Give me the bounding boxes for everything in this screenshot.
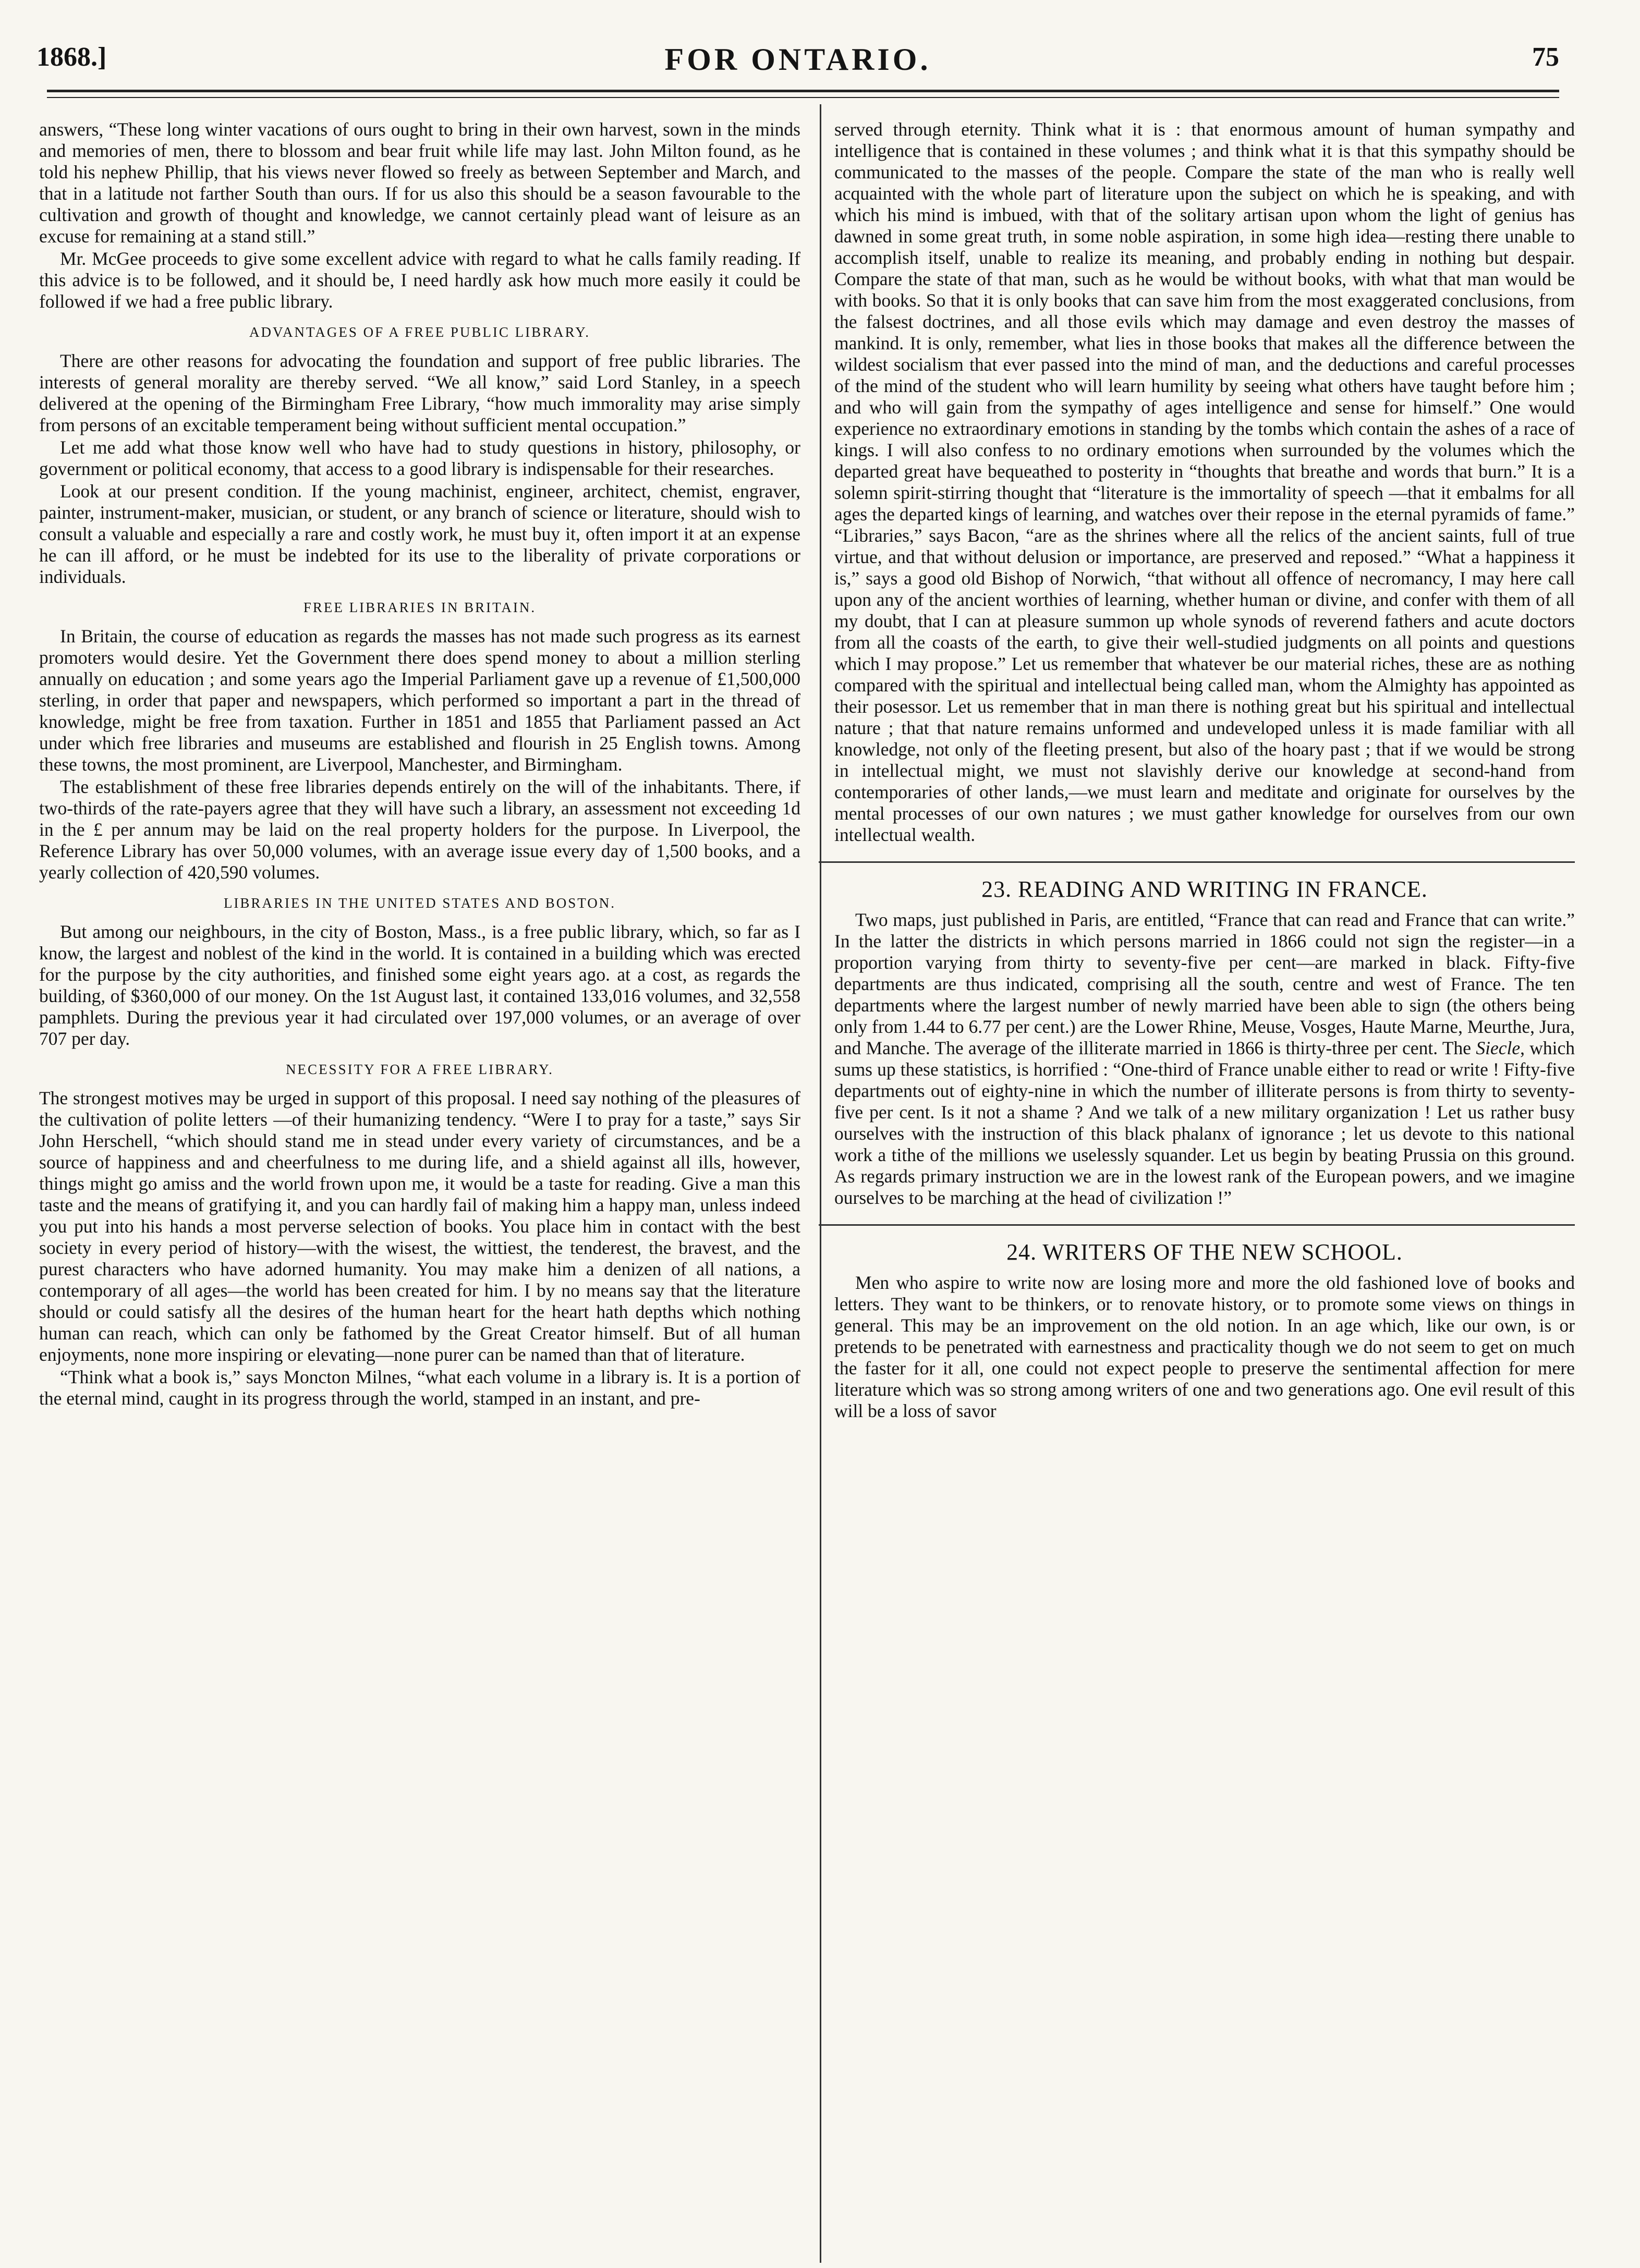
paragraph: There are other reasons for advocating the foundation and support of free public libraries. The interests of general morality are thereby served. “We all know,” said Lord Stanley, in a speech delivered at the opening of the Birmingham Free Library, “how much immorality may arise simply from persons of an excitable temperament being without sufficient mental occupation.” <box>39 350 800 435</box>
paragraph: Look at our present condition. If the young machinist, engineer, architect, chemist, engraver, painter, instrument-maker, musician, or student, or any branch of science or literature, should wish to consult a valuable and especially a rare and costly work, he must buy it, often import it at an expense he can ill afford, or he must be indebted for its use to the liberality of private corporations or individuals. <box>39 481 800 587</box>
page-number: 75 <box>1532 42 1559 72</box>
header-rule-thick <box>47 90 1559 92</box>
issue-year: 1868.] <box>37 42 107 72</box>
paragraph: The strongest motives may be urged in support of this proposal. I need say nothing of the pleasures of the cultivation of polite letters —of their humanizing tendency. “Were I to pray for a taste,” says Sir John Herschell, “which should stand me in stead under every variety of circumstances, and be a source of happiness and and cheerfulness to me during life, and a shield against all ills, however, things might go amiss and the world frown upon me, it would be a taste for reading. Give a man this taste and the means of gratifying it, and you can hardly fail of making him a happy man, unless indeed you put into his hands a most perverse selection of books. You place him in contact with the best society in every period of history—with the wisest, the wittiest, the tenderest, the bravest, and the purest characters who have adorned humanity. You may make him a denizen of all nations, a contemporary of all ages—the world has been created for him. I by no means say that the literature should or could satisfy all the desires of the human heart for the heart hath depths which nothing human can reach, which can only be fathomed by the Great Creator himself. But of all human enjoyments, none more inspiring or elevating—none purer can be named than that of literature. <box>39 1088 800 1365</box>
section-heading: 23. READING AND WRITING IN FRANCE. <box>981 876 1428 902</box>
left-column <box>39 119 800 1410</box>
subheading: FREE LIBRARIES IN BRITAIN. <box>303 600 537 615</box>
subheading: LIBRARIES IN THE UNITED STATES AND BOSTON. <box>223 895 616 911</box>
paragraph: “Think what a book is,” says Moncton Milnes, “what each volume in a library is. It is a portion of the eternal mind, caught in its progress through the world, stamped in an instant, and pre- <box>39 1367 800 1409</box>
header-rule-thin <box>47 97 1559 98</box>
paragraph: The establishment of these free libraries depends entirely on the will of the inhabitants. There, if two-thirds of the rate-payers agree that they will have such a library, an assessment not exceeding 1d in the £ per annum may be laid on the real property holders for the purpose. In Liverpool, the Reference Library has over 50,000 volumes, with an average issue every day of 1,500 books, and a yearly collection of 420,590 volumes. <box>39 776 800 883</box>
right-column <box>834 119 1575 1423</box>
subheading: ADVANTAGES OF A FREE PUBLIC LIBRARY. <box>249 324 590 340</box>
paragraph: In Britain, the course of education as regards the masses has not made such progress as its earnest promoters would desire. Yet the Government there does spend money to about a million sterling annually on education ; and some years ago the Imperial Parliament gave up a revenue of £1,500,000 sterling, in order that paper and newspapers, which performed so important a part in the thread of knowledge, might be free from taxation. Further in 1851 and 1855 that Parliament passed an Act under which free libraries and museums are established and flourish in 25 English towns. Among these towns, the most prominent, are Liverpool, Manchester, and Birmingham. <box>39 626 800 775</box>
paragraph: Mr. McGee proceeds to give some excellent advice with regard to what he calls family reading. If this advice is to be followed, and it should be, I need hardly ask how much more easily it could be followed if we had a free public library. <box>39 248 800 312</box>
paragraph: But among our neighbours, in the city of Boston, Mass., is a free public library, which, so far as I know, the largest and noblest of the kind in the world. It is contained in a building which was erected for the purpose by the city authorities, and finished some eight years ago. at a cost, as regards the building, of $360,000 of our money. On the 1st August last, it contained 133,016 volumes, and 32,558 pamphlets. During the previous year it had circulated over 197,000 volumes, or an average of over 707 per day. <box>39 921 800 1049</box>
running-title: FOR ONTARIO. <box>664 42 931 77</box>
page-header <box>37 36 1559 78</box>
section-rule <box>819 1224 1575 1226</box>
paragraph: served through eternity. Think what it is : that enormous amount of human sympathy and intelligence that is contained in these volumes ; and think what it is that this sympathy should be communicated to the masses of the people. Compare the state of the man who is really well acquainted with the whole part of literature upon the subject on which he is speaking, and with which his mind is imbued, with that of the solitary artisan upon whom the light of genius has dawned in some great truth, in some noble aspiration, in some high idea—resting there unable to accomplish itself, unable to realize its meaning, and probably ending in nothing but despair. Compare the state of that man, such as he would be without books, with what that man would be with books. So that it is only books that can save him from the most exaggerated conclusions, from the falsest doctrines, and all those evils which may damage and even destroy the masses of mankind. It is only, remember, what lies in those books that makes all the difference between the wildest socialism that ever passed into the mind of man, and the deductions and careful processes of the mind of the student who will learn humility by seeing what others have taught before him ; and who will gain from the sympathy of ages intelligence and sense for himself.” One would experience no extraordinary emotions in standing by the tombs which contain the ashes of a race of kings. I will also confess to no ordinary emotions when surrounded by the volumes which the departed great have bequeathed to posterity in “thoughts that breathe and words that burn.” It is a solemn spirit-stirring thought that “literature is the immortality of speech —that it embalms for all ages the departed kings of learning, and watches over their repose in the eternal pyramids of fame.” “Libraries,” says Bacon, “are as the shrines where all the relics of the ancient saints, full of true virtue, and that without delusion or importance, are preserved and reposed.” “What a happiness it is,” says a good old Bishop of Norwich, “that without all offence of necromancy, I may here call upon any of the ancient worthies of learning, whether human or divine, and confer with them of all my doubt, that I can at pleasure summon up whole synods of reverend fathers and acute doctors from all the coasts of the earth, to give their well-studied judgments on all points and questions which I may propose.” Let us remember that whatever be our material riches, these are as nothing compared with the spiritual and intellectual being called man, whom the Almighty has appointed as their posessor. Let us remember that in man there is nothing great but his spiritual and intellectual nature ; that that nature remains unformed and undeveloped unless it is made familiar with all knowledge, not only of the fleeting present, but also of the hoary past ; that if we would be strong in intellectual might, we must not slavishly derive our knowledge at second-hand from contemporaries of other lands,—we must learn and meditate and originate for ourselves by the mental processes of our own natures ; we must gather knowledge for ourselves from our own intellectual wealth. <box>834 119 1575 845</box>
paragraph-text: , which sums up these statistics, is horrified : “One-third of France unable either to read or write ! Fifty-five departments out of eighty-nine in which the number of illiterate persons is from thirty to seventy-five per cent. Is it not a shame ? And we talk of a new military organization ! Let us rather busy ourselves with the instruction of this black phalanx of ignorance ; let us devote to this national work a tithe of the millions we uselessly squander. Let us begin by beating Prussia on this ground. As regards primary instruction we are in the lowest rank of the European powers, and we imagine ourselves to be marching at the head of civilization !” <box>834 1038 1575 1208</box>
paragraph-text: Two maps, just published in Paris, are entitled, “France that can read and France that can write.” In the latter the districts in which persons married in 1866 could not sign the register—in a proportion varying from thirty to seventy-five per cent—are marked in black. Fifty-five departments are thus indicated, comprising all the south, centre and west of France. The ten departments where the largest number of newly married have been able to sign (the others being only from 1.44 to 6.77 per cent.) are the Lower Rhine, Meuse, Vosges, Haute Marne, Meurthe, Jura, and Manche. The average of the illiterate married in 1866 is thirty-three per cent. The <box>834 909 1575 1058</box>
paragraph: Let me add what those know well who have had to study questions in history, philosophy, or government or political economy, that access to a good library is indispensable for their researches. <box>39 437 800 479</box>
newspaper-title: Siecle <box>1476 1038 1521 1058</box>
paragraph <box>834 909 1575 1209</box>
paragraph: answers, “These long winter vacations of ours ought to bring in their own harvest, sown in the minds and memories of men, there to blossom and bear fruit while life may last. John Milton found, as he told his nephew Phillip, that his views never flowed so freely as between September and March, and that in a latitude not farther South than ours. If for us also this should be a season favourable to the cultivation and growth of thought and knowledge, we cannot certainly plead want of leisure as an excuse for remaining at a stand still.” <box>39 119 800 247</box>
section-rule <box>819 861 1575 863</box>
column-divider <box>820 104 821 2263</box>
section-heading: 24. WRITERS OF THE NEW SCHOOL. <box>1006 1239 1403 1265</box>
subheading: NECESSITY FOR A FREE LIBRARY. <box>286 1062 554 1077</box>
paragraph: Men who aspire to write now are losing more and more the old fashioned love of books and letters. They want to be thinkers, or to renovate history, or to promote some views on things in general. This may be an improvement on the old notion. In an age which, like our own, is or pretends to be penetrated with earnestness and practicality though we do not seem to get on much the faster for it all, one could not expect people to preserve the sentimental affection for mere literature which was so strong among writers of one and two generations ago. One evil result of this will be a loss of savor <box>834 1272 1575 1421</box>
